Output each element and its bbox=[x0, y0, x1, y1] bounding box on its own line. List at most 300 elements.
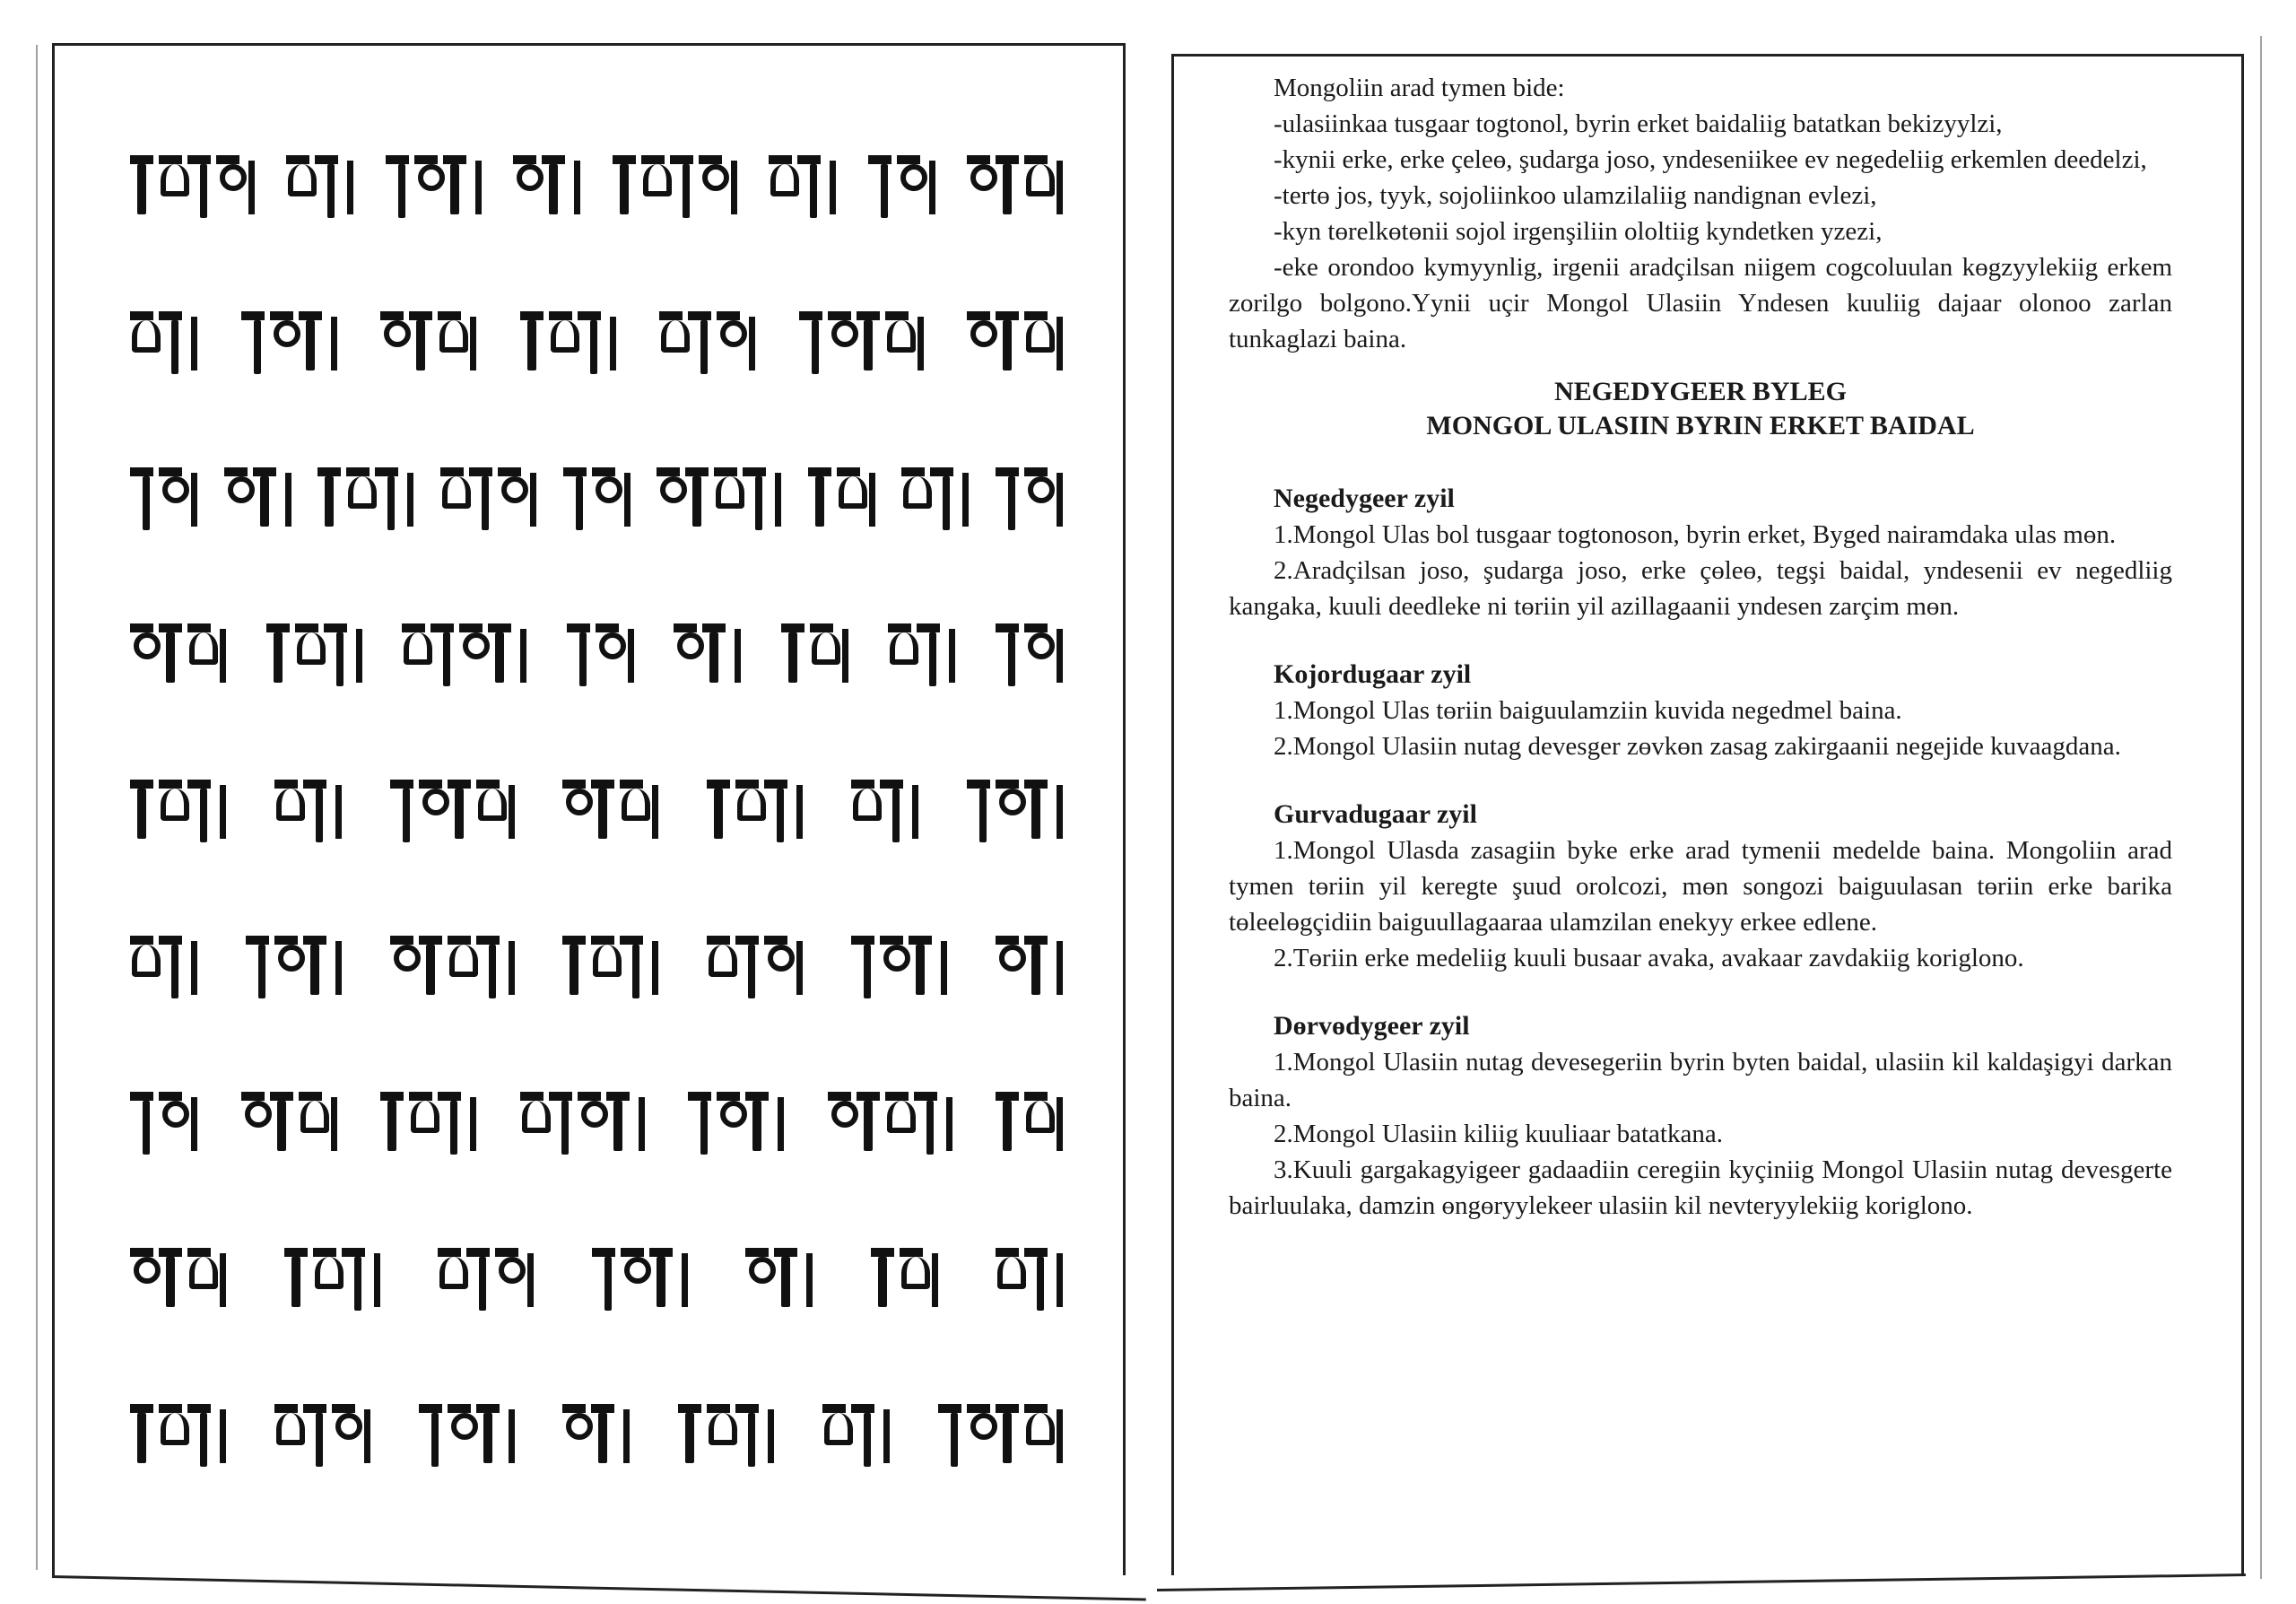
script-glyph bbox=[315, 155, 338, 218]
script-word-end-mark bbox=[520, 629, 526, 683]
script-word bbox=[967, 756, 1063, 842]
script-glyph bbox=[299, 311, 322, 374]
article bbox=[1229, 797, 2172, 976]
script-word bbox=[781, 600, 848, 686]
script-glyph bbox=[130, 780, 153, 842]
script-glyph bbox=[253, 467, 276, 530]
script-glyph bbox=[224, 467, 248, 530]
script-glyph bbox=[1024, 467, 1048, 530]
script-word-end-mark bbox=[331, 317, 337, 370]
script-glyph bbox=[266, 623, 290, 686]
script-word bbox=[871, 1225, 938, 1311]
script-glyph bbox=[159, 780, 182, 842]
article-paragraph: 2.Tөriin erke medeliig kuuli busaar avaka, avakaar zavdakiig koriglono. bbox=[1274, 944, 2024, 972]
script-glyph bbox=[324, 623, 347, 686]
script-glyph bbox=[714, 467, 737, 530]
script-glyph bbox=[649, 1248, 673, 1311]
script-glyph bbox=[187, 623, 211, 686]
script-word-end-mark bbox=[1057, 161, 1063, 214]
script-word-end-mark bbox=[470, 317, 476, 370]
script-word-end-mark bbox=[220, 785, 226, 839]
script-glyph bbox=[596, 623, 619, 686]
article bbox=[1229, 481, 2172, 624]
script-word-end-mark bbox=[1057, 629, 1063, 683]
script-word-end-mark bbox=[220, 1409, 226, 1463]
script-word bbox=[286, 132, 353, 218]
script-word-end-mark bbox=[949, 629, 955, 683]
script-glyph bbox=[495, 1248, 518, 1311]
script-word bbox=[130, 1068, 197, 1155]
script-word-end-mark bbox=[778, 1097, 784, 1151]
script-glyph bbox=[549, 1092, 572, 1155]
script-glyph bbox=[745, 1248, 769, 1311]
script-glyph bbox=[837, 467, 860, 530]
script-word bbox=[563, 444, 631, 530]
script-word-end-mark bbox=[735, 629, 741, 683]
article-paragraph: 2.Mongol Ulasiin nutag devesger zөvkөn zasag zakirgaanii negejide kuvaagdana. bbox=[1274, 732, 2121, 761]
script-word bbox=[799, 288, 924, 374]
script-glyph bbox=[414, 155, 438, 218]
script-glyph bbox=[996, 467, 1019, 530]
script-line bbox=[130, 97, 1063, 253]
articles bbox=[1229, 481, 2172, 1224]
preamble bbox=[1229, 70, 2172, 357]
script-glyph bbox=[409, 311, 432, 374]
script-word-end-mark bbox=[509, 1409, 515, 1463]
preamble-line: -kynii erke, erke çeleө, şudarga joso, yndeseniikee ev negedeliig erkemlen deedelzi, bbox=[1274, 145, 2147, 174]
script-word bbox=[996, 912, 1063, 998]
script-word bbox=[674, 600, 741, 686]
script-glyph bbox=[303, 780, 326, 842]
script-word bbox=[386, 132, 482, 218]
script-word bbox=[868, 132, 935, 218]
script-glyph bbox=[409, 1092, 432, 1155]
right-page-edge bbox=[2260, 36, 2262, 1579]
script-word-end-mark bbox=[220, 629, 226, 683]
script-word bbox=[130, 444, 197, 530]
script-word-end-mark bbox=[731, 161, 737, 214]
script-word-end-mark bbox=[749, 317, 755, 370]
script-glyph bbox=[476, 936, 500, 998]
left-page-edge bbox=[36, 45, 38, 1570]
script-word-end-mark bbox=[1057, 785, 1063, 839]
script-text-block bbox=[130, 97, 1063, 1502]
script-word bbox=[567, 600, 634, 686]
script-word bbox=[402, 600, 526, 686]
script-glyph bbox=[699, 155, 722, 218]
script-glyph bbox=[159, 1092, 182, 1155]
script-word-end-mark bbox=[574, 161, 580, 214]
script-glyph bbox=[380, 1092, 404, 1155]
script-glyph bbox=[885, 311, 909, 374]
script-glyph bbox=[448, 1404, 471, 1467]
script-word-end-mark bbox=[918, 317, 924, 370]
article-paragraph: 1.Mongol Ulas tөriin baiguulamziin kuvida negedmel baina. bbox=[1274, 696, 1902, 725]
script-glyph bbox=[678, 1404, 701, 1467]
script-glyph bbox=[346, 467, 370, 530]
script-word-end-mark bbox=[1057, 317, 1063, 370]
script-word bbox=[390, 912, 515, 998]
script-glyph bbox=[717, 1092, 740, 1155]
article-paragraph: 1.Mongol Ulas bol tusgaar togtonoson, byrin erket, Byged nairamdaka ulas mөn. bbox=[1274, 520, 2117, 549]
script-glyph bbox=[520, 1092, 544, 1155]
script-glyph bbox=[386, 155, 409, 218]
script-word bbox=[996, 600, 1063, 686]
script-glyph bbox=[797, 155, 821, 218]
script-word-end-mark bbox=[610, 317, 616, 370]
script-line bbox=[130, 877, 1063, 1033]
script-glyph bbox=[390, 936, 413, 998]
script-word bbox=[130, 600, 226, 686]
script-glyph bbox=[270, 311, 293, 374]
script-glyph bbox=[743, 467, 766, 530]
script-line bbox=[130, 721, 1063, 877]
script-glyph bbox=[996, 1404, 1019, 1467]
script-word-end-mark bbox=[775, 473, 781, 527]
script-glyph bbox=[562, 936, 586, 998]
script-glyph bbox=[303, 936, 326, 998]
script-glyph bbox=[674, 623, 697, 686]
script-glyph bbox=[274, 780, 298, 842]
script-word bbox=[224, 444, 291, 530]
script-word bbox=[440, 444, 536, 530]
preamble-line: -kyn tөrelkөtөnii sojol irgenşiliin ololtiig kyndetken yzezi, bbox=[1274, 217, 1883, 246]
script-glyph bbox=[967, 311, 990, 374]
script-word-end-mark bbox=[624, 473, 631, 527]
script-glyph bbox=[735, 780, 759, 842]
script-glyph bbox=[295, 623, 318, 686]
script-word-end-mark bbox=[470, 1097, 476, 1151]
script-word-end-mark bbox=[682, 1253, 688, 1307]
script-glyph bbox=[130, 467, 153, 530]
script-word-end-mark bbox=[509, 785, 515, 839]
preamble-line: -eke orondoo kymyynlig, irgenii aradçilsan niigem cogcoluulan kөgzyylekiig erkem zorilgo bolgono.Yynii uçir Mongol Ulasiin Yndesen kuuliig dajaar olonoo zarlan tunkaglazi baina. bbox=[1229, 253, 2172, 353]
script-line bbox=[130, 1033, 1063, 1190]
script-word-end-mark bbox=[374, 1253, 380, 1307]
script-glyph bbox=[130, 1404, 153, 1467]
script-glyph bbox=[659, 311, 683, 374]
script-glyph bbox=[880, 936, 903, 998]
script-word-end-mark bbox=[335, 941, 342, 995]
script-glyph bbox=[448, 936, 471, 998]
script-word-end-mark bbox=[356, 629, 362, 683]
script-glyph bbox=[159, 1248, 182, 1311]
script-word-end-mark bbox=[830, 161, 836, 214]
script-line bbox=[130, 409, 1063, 565]
script-glyph bbox=[438, 311, 461, 374]
script-glyph bbox=[466, 1248, 490, 1311]
script-glyph bbox=[299, 1092, 322, 1155]
script-word bbox=[938, 1381, 1063, 1467]
script-glyph bbox=[270, 1092, 293, 1155]
script-word bbox=[130, 1225, 226, 1311]
script-glyph bbox=[241, 311, 265, 374]
script-glyph bbox=[488, 623, 511, 686]
article-paragraph: 2.Mongol Ulasiin kiliig kuuliaar batatkana. bbox=[1274, 1120, 1723, 1148]
script-word bbox=[678, 1381, 774, 1467]
script-glyph bbox=[419, 780, 442, 842]
script-word bbox=[246, 912, 342, 998]
article-title: Kojordugaar zyil bbox=[1274, 659, 1472, 689]
script-glyph bbox=[591, 780, 614, 842]
script-word-end-mark bbox=[191, 1097, 197, 1151]
script-word bbox=[688, 1068, 784, 1155]
script-word-end-mark bbox=[1057, 1409, 1063, 1463]
script-glyph bbox=[828, 311, 851, 374]
script-word bbox=[769, 132, 836, 218]
script-word bbox=[241, 1068, 337, 1155]
script-word bbox=[613, 132, 737, 218]
script-word bbox=[520, 288, 616, 374]
script-glyph bbox=[476, 780, 500, 842]
script-glyph bbox=[1024, 155, 1048, 218]
script-glyph bbox=[130, 311, 153, 374]
script-glyph bbox=[130, 623, 153, 686]
script-word-end-mark bbox=[946, 1097, 952, 1151]
script-glyph bbox=[476, 1404, 500, 1467]
script-word bbox=[659, 288, 755, 374]
script-glyph bbox=[799, 311, 822, 374]
script-glyph bbox=[567, 623, 590, 686]
preamble-line: Mongoliin arad tymen bide: bbox=[1274, 74, 1565, 102]
script-glyph bbox=[828, 1092, 851, 1155]
chapter-heading-line2: MONGOL ULASIIN BYRIN ERKET BAIDAL bbox=[1426, 411, 1975, 440]
script-word bbox=[130, 132, 255, 218]
script-glyph bbox=[685, 467, 709, 530]
script-glyph bbox=[996, 623, 1019, 686]
script-word-end-mark bbox=[1057, 941, 1063, 995]
script-glyph bbox=[592, 1248, 615, 1311]
script-word bbox=[317, 444, 413, 530]
script-word-end-mark bbox=[475, 161, 482, 214]
script-word bbox=[390, 756, 515, 842]
script-word bbox=[562, 912, 658, 998]
script-glyph bbox=[641, 155, 665, 218]
article bbox=[1229, 1008, 2172, 1224]
article-spacer bbox=[1229, 764, 2172, 797]
script-word-end-mark bbox=[932, 1253, 938, 1307]
script-word-end-mark bbox=[220, 1253, 226, 1307]
script-glyph bbox=[967, 155, 990, 218]
script-glyph bbox=[1024, 311, 1048, 374]
script-word-end-mark bbox=[962, 473, 969, 527]
script-glyph bbox=[317, 467, 341, 530]
script-glyph bbox=[657, 467, 680, 530]
script-word bbox=[380, 288, 476, 374]
script-glyph bbox=[498, 467, 521, 530]
script-glyph bbox=[901, 467, 925, 530]
script-glyph bbox=[274, 1404, 298, 1467]
article-paragraph: 2.Aradçilsan joso, şudarga joso, erke çөleө, tegşi baidal, yndesenii ev negedliig kangaka, kuuli deedleke ni tөriin yil azillagaanii yndesen zarçim mөn. bbox=[1229, 556, 2172, 621]
script-word bbox=[274, 756, 342, 842]
script-word bbox=[520, 1068, 645, 1155]
script-word bbox=[967, 288, 1063, 374]
script-glyph bbox=[702, 623, 726, 686]
script-line bbox=[130, 565, 1063, 721]
script-word bbox=[241, 288, 337, 374]
script-word-end-mark bbox=[796, 941, 803, 995]
script-glyph bbox=[707, 936, 730, 998]
script-glyph bbox=[996, 1248, 1019, 1311]
script-word-end-mark bbox=[1057, 473, 1063, 527]
article-paragraph: 1.Mongol Ulasiin nutag devesegeriin byrin byten baidal, ulasiin kil kaldaşigyi darkan baina. bbox=[1229, 1048, 2172, 1112]
preamble-line: -tertө jos, tyyk, sojoliinkoo ulamzilaliig nandignan evlezi, bbox=[1274, 181, 1877, 210]
script-glyph bbox=[130, 936, 153, 998]
script-glyph bbox=[562, 780, 586, 842]
script-word bbox=[274, 1381, 370, 1467]
script-glyph bbox=[885, 1092, 909, 1155]
article-paragraph: 1.Mongol Ulasda zasagiin byke erke arad tymenii medelde baina. Mongoliin arad tymen tөriin yil keregte şuud orolcozi, mөn songozi baiguulasan tөriin erke barika tөleelөgçidiin baiguullagaaraa ulamzilan enekyy erkee edlene. bbox=[1229, 836, 2172, 937]
script-word-end-mark bbox=[806, 1253, 813, 1307]
script-glyph bbox=[459, 623, 483, 686]
script-glyph bbox=[868, 155, 891, 218]
article-title: Gurvadugaar zyil bbox=[1274, 799, 1477, 829]
script-word bbox=[284, 1225, 380, 1311]
script-glyph bbox=[159, 155, 182, 218]
script-glyph bbox=[303, 1404, 326, 1467]
script-line bbox=[130, 253, 1063, 409]
script-glyph bbox=[688, 311, 711, 374]
preamble-line: -ulasiinkaa tusgaar togtonol, byrin erket baidaliig batatkan bekizyylzi, bbox=[1274, 109, 2003, 138]
script-word-end-mark bbox=[941, 941, 947, 995]
script-glyph bbox=[1024, 1248, 1048, 1311]
script-word bbox=[808, 444, 875, 530]
script-word-end-mark bbox=[335, 785, 342, 839]
script-glyph bbox=[286, 155, 309, 218]
script-glyph bbox=[130, 155, 153, 218]
right-page-bottom-edge bbox=[1157, 1573, 2246, 1591]
script-word-end-mark bbox=[883, 1409, 890, 1463]
script-glyph bbox=[808, 467, 831, 530]
script-glyph bbox=[707, 780, 730, 842]
script-word bbox=[130, 288, 197, 374]
script-glyph bbox=[764, 936, 787, 998]
script-glyph bbox=[591, 1404, 614, 1467]
script-word bbox=[707, 912, 803, 998]
script-glyph bbox=[810, 623, 833, 686]
script-word bbox=[707, 756, 803, 842]
script-glyph bbox=[469, 467, 492, 530]
script-word-end-mark bbox=[1057, 1097, 1063, 1151]
script-glyph bbox=[996, 311, 1019, 374]
script-glyph bbox=[735, 936, 759, 998]
script-word bbox=[745, 1225, 813, 1311]
script-glyph bbox=[130, 1248, 153, 1311]
script-word bbox=[419, 1381, 515, 1467]
script-glyph bbox=[996, 1092, 1019, 1155]
script-glyph bbox=[390, 780, 413, 842]
script-glyph bbox=[967, 780, 990, 842]
script-word-end-mark bbox=[768, 1409, 774, 1463]
script-glyph bbox=[930, 467, 953, 530]
script-word bbox=[657, 444, 781, 530]
script-word bbox=[380, 1068, 476, 1155]
script-word-end-mark bbox=[527, 1253, 534, 1307]
article-title: Dөrvөdygeer zyil bbox=[1274, 1011, 1470, 1041]
script-glyph bbox=[688, 1092, 711, 1155]
script-glyph bbox=[880, 780, 903, 842]
script-word-end-mark bbox=[331, 1097, 337, 1151]
script-glyph bbox=[440, 467, 464, 530]
script-word-end-mark bbox=[628, 629, 634, 683]
script-word bbox=[513, 132, 580, 218]
script-glyph bbox=[735, 1404, 759, 1467]
script-glyph bbox=[187, 780, 211, 842]
left-page-bottom-edge bbox=[52, 1575, 1146, 1601]
script-glyph bbox=[1024, 936, 1048, 998]
script-word-end-mark bbox=[191, 317, 197, 370]
script-word-end-mark bbox=[509, 941, 515, 995]
script-word-end-mark bbox=[191, 473, 197, 527]
script-word bbox=[562, 756, 658, 842]
article bbox=[1229, 657, 2172, 764]
script-glyph bbox=[670, 155, 693, 218]
script-word-end-mark bbox=[652, 785, 658, 839]
script-word bbox=[822, 1381, 890, 1467]
script-glyph bbox=[332, 1404, 355, 1467]
script-glyph bbox=[284, 1248, 308, 1311]
script-glyph bbox=[159, 467, 182, 530]
script-word bbox=[901, 444, 969, 530]
script-glyph bbox=[769, 155, 792, 218]
script-glyph bbox=[897, 155, 920, 218]
script-glyph bbox=[851, 780, 874, 842]
script-line bbox=[130, 1346, 1063, 1502]
script-glyph bbox=[591, 936, 614, 998]
script-word bbox=[851, 756, 918, 842]
script-glyph bbox=[419, 1404, 442, 1467]
script-word-end-mark bbox=[639, 1097, 645, 1151]
script-glyph bbox=[513, 155, 536, 218]
script-glyph bbox=[871, 1248, 894, 1311]
script-word-end-mark bbox=[1057, 1253, 1063, 1307]
script-glyph bbox=[438, 1248, 461, 1311]
script-glyph bbox=[187, 1404, 211, 1467]
script-glyph bbox=[967, 1404, 990, 1467]
script-glyph bbox=[419, 936, 442, 998]
script-glyph bbox=[620, 780, 643, 842]
script-glyph bbox=[764, 780, 787, 842]
script-word bbox=[130, 912, 197, 998]
script-word-end-mark bbox=[929, 161, 935, 214]
script-glyph bbox=[1024, 1404, 1048, 1467]
script-glyph bbox=[159, 1404, 182, 1467]
article-title: Negedygeer zyil bbox=[1274, 484, 1455, 513]
script-word bbox=[996, 1225, 1063, 1311]
script-glyph bbox=[402, 623, 425, 686]
script-word-end-mark bbox=[842, 629, 848, 683]
script-word-end-mark bbox=[869, 473, 875, 527]
script-glyph bbox=[1024, 623, 1048, 686]
script-glyph bbox=[562, 1404, 586, 1467]
script-word bbox=[996, 1068, 1063, 1155]
script-glyph bbox=[613, 155, 636, 218]
script-word-end-mark bbox=[191, 941, 197, 995]
script-word-end-mark bbox=[796, 785, 803, 839]
script-glyph bbox=[909, 936, 932, 998]
chapter-heading-line1: NEGEDYGEER BYLEG bbox=[1554, 377, 1847, 406]
script-glyph bbox=[745, 1092, 769, 1155]
script-glyph bbox=[857, 311, 880, 374]
script-glyph bbox=[274, 936, 298, 998]
script-glyph bbox=[851, 936, 874, 998]
script-word bbox=[996, 444, 1063, 530]
script-glyph bbox=[996, 780, 1019, 842]
script-glyph bbox=[549, 311, 572, 374]
article-paragraph: 3.Kuuli gargakagyigeer gadaadiin ceregiin kyçiniig Mongol Ulasiin nutag devesgerte bairluulaka, damzin өngөryylekeer ulasiin kil nevteryylekiig koriglono. bbox=[1229, 1155, 2172, 1220]
script-glyph bbox=[606, 1092, 630, 1155]
script-word bbox=[888, 600, 955, 686]
